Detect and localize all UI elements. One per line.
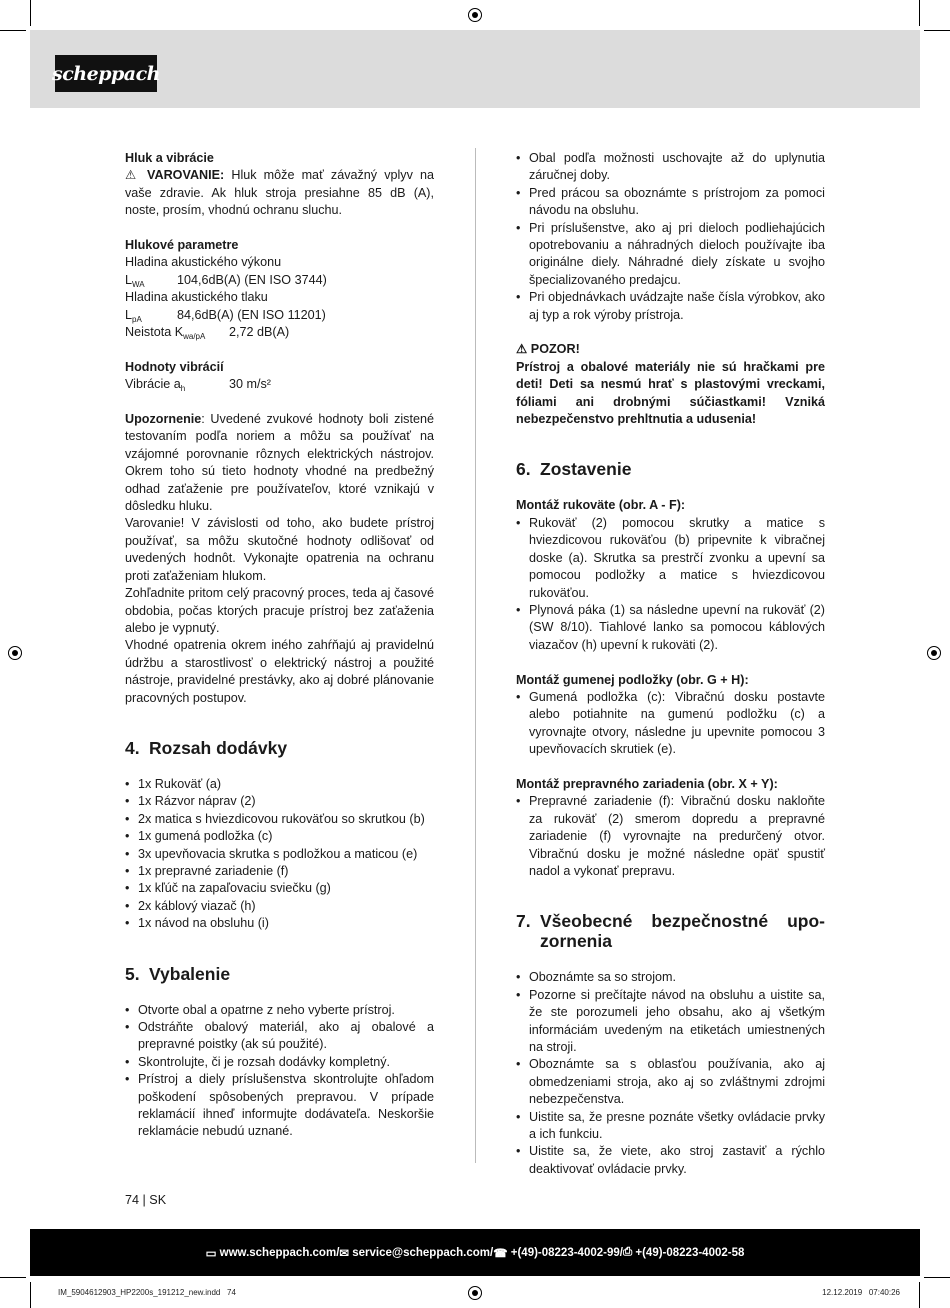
unpacking-list: [125, 1002, 434, 1141]
list-item: • 3x upevňovacia skrutka s podložkou a maticou (e): [125, 846, 434, 863]
list-item: • 1x gumená podložka (c): [125, 828, 434, 845]
list-item: • Rukoväť (2) pomocou skrutky a matice s hviezdicovou rukoväťou (b) pripevnite k vibračnej doske (a). Skrutka sa prestrčí zvonku a upevní sa pomocou podložky a matice s hviezdicovou rukoväťou.: [516, 515, 825, 602]
left-column: [125, 150, 434, 1141]
lwa-row: $L_{WA}$ 104,6dB(A) (EN ISO 3744): [125, 272, 327, 289]
process-paragraph: Zohľadnite pritom celý pracovný proces, teda aj časové obdobia, počas ktorých pracuje prístroj bez zaťaženia alebo je vypnutý.: [125, 586, 434, 635]
list-item: • Gumená podložka (c): Vibračnú dosku postavte alebo potiahnite na gumenú podložku (c) a vyrovnajte otvory, následne ju upevnite pomocou 3 upevňovacích skrutiek (e).: [516, 689, 825, 759]
safety-list: [516, 969, 825, 1178]
vibration-row: Vibrácie $a_h$ 30 m/s²: [125, 377, 271, 394]
list-item: • 1x prepravné zariadenie (f): [125, 863, 434, 880]
date-slug: 12.12.2019 07:40:26: [822, 1288, 900, 1297]
noise-title: Hluk a vibrácie: [125, 151, 214, 165]
list-item: • 1x kľúč na zapaľovaciu sviečku (g): [125, 880, 434, 897]
crop-mark: [924, 1277, 950, 1278]
pressure-level-label: Hladina akustického tlaku: [125, 290, 268, 305]
footer-bar: ▭ www.scheppach.com / ✉ service@scheppach.com / ☎ +(49)-08223-4002-99 / ⎙ +(49)-08223-4002-58: [30, 1229, 920, 1276]
section-heading-unpacking: 5. Vybalenie: [125, 963, 231, 984]
crop-mark: [919, 0, 920, 26]
delivery-list: [125, 776, 434, 933]
list-item: • Prepravné zariadenie (f): Vibračnú dosku nakloňte za rukoväť (2) smerom dopredu a prepravné zariadenie (f) vyrovnajte na predurčený otvor. Vibračnú dosku je možné následne opäť spustiť nadol a vykonať prepravu.: [516, 793, 825, 880]
column-divider: [475, 148, 476, 1163]
uncertainty-row: Neistota $K_{wa/pA}$ 2,72 dB(A): [125, 325, 290, 342]
list-item: • Oboznámte sa so strojom.: [516, 969, 825, 986]
transport-list: [516, 793, 825, 880]
list-item: • Skontrolujte, či je rozsah dodávky kompletný.: [125, 1054, 434, 1071]
transport-title: Montáž prepravného zariadenia (obr. X + Y):: [516, 776, 778, 791]
computer-icon: ▭: [205, 1247, 220, 1260]
list-item: • 1x návod na obsluhu (i): [125, 915, 434, 932]
rubber-title: Montáž gumenej podložky (obr. G + H):: [516, 672, 749, 687]
section-heading-delivery: 4. Rozsah dodávky: [125, 737, 288, 758]
caution-label: ⚠ POZOR!: [516, 342, 580, 357]
measures-paragraph: Vhodné opatrenia okrem iného zahŕňajú aj pravidelnú údržbu a starostlivosť o elektrický nástroj a použité nástroje, pravidelné prestávky, ako aj dobré plánovanie pracovných postupov.: [125, 638, 434, 705]
list-item: • Plynová páka (1) sa následne upevní na rukoväť (2) (SW 8/10). Tiahlové lanko sa pomocou káblových viazačov (h) upevní k rukoväti (2).: [516, 602, 825, 654]
list-item: • Obal podľa možnosti uschovajte až do uplynutia záručnej doby.: [516, 150, 825, 185]
fax-number: +(49)-08223-4002-58: [635, 1246, 745, 1259]
file-slug: IM_5904612903_HP2200s_191212_new.indd 74: [58, 1288, 236, 1297]
website-link[interactable]: www.scheppach.com: [219, 1246, 337, 1259]
crop-mark: [30, 0, 31, 26]
page-number: 74 | SK: [125, 1193, 167, 1207]
email-link[interactable]: service@scheppach.com: [352, 1246, 491, 1259]
registration-mark-icon: [468, 8, 482, 22]
phone-icon: ☎: [493, 1247, 511, 1260]
header-band: [30, 30, 920, 108]
caution-text: Prístroj a obalové materiály nie sú hračkami pre deti! Deti sa nesmú hrať s plastovými vreckami, fóliami ani drobnými súčiastkami! Vzniká nebezpečenstvo prehltnutia a udusenia!: [516, 359, 825, 427]
section-heading-assembly: 6. Zostavenie: [516, 459, 632, 480]
warning-paragraph: Varovanie! V závislosti od toho, ako budete prístroj používať, sa môžu skutočné hodnoty odlišovať od uvedených hodnôt. Vykonajte opatrenia na ochranu proti zaťaženiam hlukom.: [125, 516, 434, 583]
registration-mark-icon: [927, 646, 941, 660]
list-item: • 1x Rázvor náprav (2): [125, 793, 434, 810]
registration-mark-icon: [468, 1286, 482, 1300]
list-item: • Prístroj a diely príslušenstva skontrolujte ohľadom poškodení spôsobených prepravou. V prípade reklamácií ihneď informujte dodávateľa. Neskoršie reklamácie nebudú uznané.: [125, 1071, 434, 1141]
unpacking-continued-list: [516, 150, 825, 324]
handle-list: [516, 515, 825, 654]
section-heading-safety: 7. Všeobecné bezpečnostné upo- zornenia: [516, 911, 825, 952]
noise-params-title: Hlukové parametre: [125, 238, 239, 253]
list-item: • Odstráňte obalový materiál, ako aj obalové a prepravné poistky (ak sú použité).: [125, 1019, 434, 1054]
crop-mark: [919, 1282, 920, 1308]
list-item: • 2x matica s hviezdicovou rukoväťou so skrutkou (b): [125, 811, 434, 828]
list-item: • Pred prácou sa oboznámte s prístrojom za pomoci návodu na obsluhu.: [516, 185, 825, 220]
registration-mark-icon: [8, 646, 22, 660]
right-column: [516, 150, 825, 1178]
noise-warning: ⚠ VAROVANIE: Hluk môže mať závažný vplyv na vaše zdravie. Ak hluk stroja presiahne 85 dB (A), noste, prosím, vhodnú ochranu sluchu.: [125, 168, 435, 218]
crop-mark: [30, 1282, 31, 1308]
rubber-list: [516, 689, 825, 759]
crop-mark: [0, 30, 26, 31]
list-item: • Uistite sa, že presne poznáte všetky ovládacie prvky a ich funkciu.: [516, 1109, 825, 1144]
fax-icon: ⎙: [622, 1246, 636, 1258]
envelope-icon: ✉: [339, 1247, 353, 1260]
list-item: • Uistite sa, že viete, ako stroj zastaviť a rýchlo deaktivovať ovládacie prvky.: [516, 1143, 825, 1178]
list-item: • Pozorne si prečítajte návod na obsluhu a uistite sa, že ste porozumeli jeho obsahu, ako aj všetkým informáciám uvedeným na etiketách umiestnených na stroji.: [516, 987, 825, 1057]
crop-mark: [0, 1277, 26, 1278]
power-level-label: Hladina akustického výkonu: [125, 255, 282, 270]
list-item: • Oboznámte sa s oblasťou používania, ako aj obmedzeniami stroja, ako aj so zvláštnymi zdrojmi nebezpečenstva.: [516, 1056, 825, 1108]
list-item: • 1x Rukoväť (a): [125, 776, 434, 793]
phone-number: +(49)-08223-4002-99: [510, 1246, 620, 1259]
list-item: • Pri objednávkach uvádzajte naše čísla výrobkov, ako aj typ a rok výroby prístroja.: [516, 289, 825, 324]
note-paragraph: Upozornenie: Uvedené zvukové hodnoty boli zistené testovaním podľa noriem a môžu sa používať na vzájomné porovnanie rôznych elektrických nástrojov. Okrem toho sú tieto hodnoty vhodné na predbežný odhad zaťaženie pre používateľov, ktoré vznikajú v dôsledku hluku.: [125, 412, 434, 514]
list-item: • 2x káblový viazač (h): [125, 898, 434, 915]
list-item: • Otvorte obal a opatrne z neho vyberte prístroj.: [125, 1002, 434, 1019]
brand-logo: scheppach: [55, 55, 157, 92]
warning-triangle-icon: ⚠: [125, 168, 140, 183]
handle-title: Montáž rukoväte (obr. A - F):: [516, 498, 686, 513]
vibration-title: Hodnoty vibrácií: [125, 359, 224, 374]
list-item: • Pri príslušenstve, ako aj pri dieloch podliehajúcich opotrebovaniu a náhradných dieloch používajte iba originálne diely. Náhradné diely získate u svojho špecializovaného predajcu.: [516, 220, 825, 290]
warning-triangle-icon: ⚠: [516, 342, 528, 357]
crop-mark: [924, 30, 950, 31]
lpa-row: $L_{pA}$ 84,6dB(A) (EN ISO 11201): [125, 307, 326, 324]
